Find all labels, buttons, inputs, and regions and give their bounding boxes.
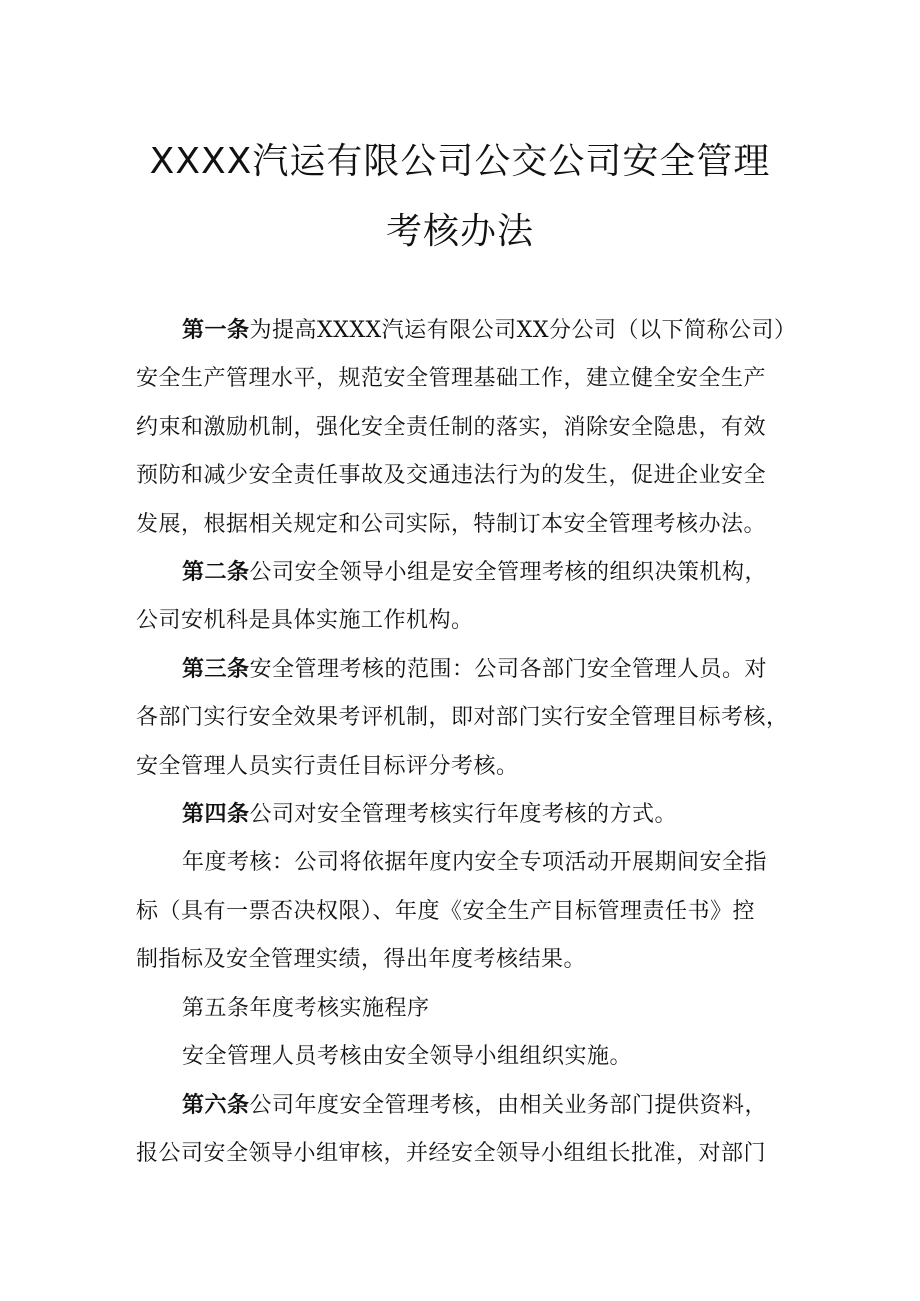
article-3-line-1: 安全管理考核的范围：公司各部门安全管理人员。对: [249, 656, 768, 682]
article-5: [136, 985, 796, 1033]
article-1: [136, 307, 796, 549]
article-1-line-1: 为提高XXXX汽运有限公司XX分公司（以下简称公司）: [249, 318, 797, 343]
article-5-line-1: 第五条年度考核实施程序: [182, 995, 430, 1021]
article-1-line-2: 安全生产管理水平，规范安全管理基础工作，建立健全安全生产: [136, 366, 767, 392]
article-2-lead: 第二条: [182, 560, 250, 586]
article-3-line-2: 各部门实行安全效果考评机制，即对部门实行安全管理目标考核，: [136, 705, 789, 731]
article-1-line-5: 发展，根据相关规定和公司实际，特制订本安全管理考核办法。: [136, 511, 767, 537]
article-3-lead: 第三条: [182, 656, 250, 682]
article-4: [136, 791, 796, 839]
article-6-line-1: 公司年度安全管理考核，由相关业务部门提供资料，: [249, 1092, 768, 1118]
article-3: [136, 646, 796, 791]
article-6-line-2: 报公司安全领导小组审核，并经安全领导小组组长批准，对部门: [136, 1140, 767, 1166]
annual-assessment-paragraph: [136, 839, 796, 984]
staff-assessment-line-1: 安全管理人员考核由安全领导小组组织实施。: [182, 1044, 633, 1070]
article-6-lead: 第六条: [182, 1092, 250, 1118]
annual-assessment-line-3: 制指标及安全管理实绩，得出年度考核结果。: [136, 947, 587, 973]
article-2-line-1: 公司安全领导小组是安全管理考核的组织决策机构，: [249, 560, 768, 586]
document-title-line-2: 考核办法: [385, 211, 534, 252]
article-2-line-2: 公司安机科是具体实施工作机构。: [136, 608, 474, 634]
article-2: [136, 549, 796, 646]
article-4-lead: 第四条: [182, 802, 250, 828]
article-1-line-4: 预防和减少安全责任事故及交通违法行为的发生，促进企业安全: [136, 463, 767, 489]
article-3-line-3: 安全管理人员实行责任目标评分考核。: [136, 753, 519, 779]
annual-assessment-line-1: 年度考核：公司将依据年度内安全专项活动开展期间安全指: [182, 850, 768, 876]
article-1-lead: 第一条: [182, 318, 250, 343]
annual-assessment-line-2: 标（具有一票否决权限）、年度《安全生产目标管理责任书》控: [136, 898, 756, 924]
article-4-line-1: 公司对安全管理考核实行年度考核的方式。: [249, 802, 678, 828]
article-1-line-3: 约束和激励机制，强化安全责任制的落实，消除安全隐患，有效: [136, 414, 767, 440]
document-title-line-1: XXXX汽运有限公司公交公司安全管理: [149, 141, 771, 182]
document-body: [136, 307, 796, 1178]
staff-assessment-paragraph: [136, 1033, 796, 1081]
article-6: [136, 1082, 796, 1179]
